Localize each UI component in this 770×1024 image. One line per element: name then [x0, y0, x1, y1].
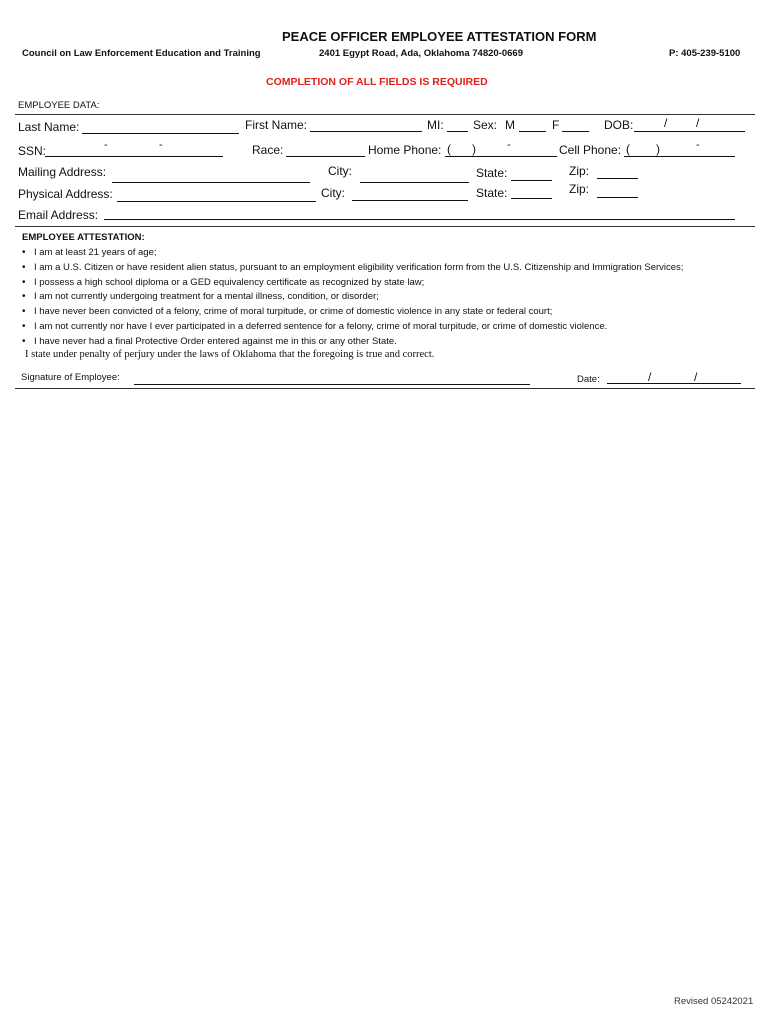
cell-phone-label: Cell Phone: — [559, 143, 622, 157]
home-phone-dash: - — [507, 139, 511, 151]
employee-data-heading: EMPLOYEE DATA: — [18, 100, 100, 111]
cell-phone-dash: - — [696, 139, 700, 151]
physical-zip-label: Zip: — [569, 182, 590, 196]
first-name-label: First Name: — [245, 118, 308, 132]
cell-phone-field[interactable] — [624, 156, 735, 157]
last-name-label: Last Name: — [18, 120, 80, 134]
physical-state-field[interactable] — [511, 198, 552, 199]
dob-slash-1: / — [664, 116, 668, 130]
cell-phone-paren-close: ) — [656, 142, 660, 156]
mailing-city-label: City: — [328, 164, 352, 178]
divider — [15, 388, 755, 389]
ssn-label: SSN: — [18, 144, 47, 158]
attestation-item: • I possess a high school diploma or a GED equivalency certificate as recognized by state law; — [22, 276, 683, 291]
physical-city-label: City: — [321, 186, 345, 200]
attestation-item: • I am not currently nor have I ever participated in a deferred sentence for a felony, crime of moral turpitude, or crime of domestic violence. — [22, 320, 683, 335]
sex-m-field[interactable] — [519, 131, 546, 132]
mailing-zip-label: Zip: — [569, 164, 590, 178]
dob-slash-2: / — [696, 116, 700, 130]
divider — [15, 114, 755, 115]
home-phone-paren-open: ( — [447, 142, 451, 156]
signature-label: Signature of Employee: — [21, 372, 120, 383]
form-title: PEACE OFFICER EMPLOYEE ATTESTATION FORM — [282, 29, 597, 44]
race-label: Race: — [252, 143, 284, 157]
mailing-city-field[interactable] — [360, 182, 469, 183]
date-slash-2: / — [694, 370, 698, 384]
divider — [15, 226, 755, 227]
home-phone-field[interactable] — [445, 156, 557, 157]
organization-address: 2401 Egypt Road, Ada, Oklahoma 74820-0669 — [319, 48, 523, 59]
mailing-address-label: Mailing Address: — [18, 165, 107, 179]
home-phone-label: Home Phone: — [368, 143, 442, 157]
organization-phone: P: 405-239-5100 — [669, 48, 741, 59]
sex-m-label: M — [505, 118, 515, 132]
sex-f-field[interactable] — [562, 131, 589, 132]
ssn-dash-1: - — [104, 139, 108, 151]
ssn-dash-2: - — [159, 139, 163, 151]
physical-state-label: State: — [476, 186, 508, 200]
date-label: Date: — [577, 374, 600, 385]
email-label: Email Address: — [18, 208, 99, 222]
date-slash-1: / — [648, 370, 652, 384]
perjury-statement: I state under penalty of perjury under the laws of Oklahoma that the foregoing is true and correct. — [25, 349, 435, 360]
required-notice: COMPLETION OF ALL FIELDS IS REQUIRED — [266, 76, 488, 88]
first-name-field[interactable] — [310, 131, 422, 132]
attestation-item: • I am at least 21 years of age; — [22, 246, 683, 261]
signature-field[interactable] — [134, 384, 530, 385]
dob-field[interactable] — [634, 131, 745, 132]
ssn-field[interactable] — [45, 156, 223, 157]
mailing-zip-field[interactable] — [597, 178, 638, 179]
date-field[interactable] — [607, 383, 741, 384]
home-phone-paren-close: ) — [472, 142, 476, 156]
organization-name: Council on Law Enforcement Education and Training — [22, 48, 261, 59]
mailing-address-field[interactable] — [112, 182, 310, 183]
attestation-item: • I am not currently undergoing treatment for a mental illness, condition, or disorder; — [22, 290, 683, 305]
dob-label: DOB: — [604, 118, 634, 132]
mi-field[interactable] — [447, 131, 468, 132]
mailing-state-label: State: — [476, 166, 508, 180]
sex-label: Sex: — [473, 118, 498, 132]
last-name-field[interactable] — [82, 133, 239, 134]
sex-f-label: F — [552, 118, 560, 132]
physical-address-label: Physical Address: — [18, 187, 113, 201]
email-field[interactable] — [104, 219, 735, 220]
attestation-list — [22, 246, 683, 350]
revision-note: Revised 05242021 — [674, 996, 754, 1007]
race-field[interactable] — [286, 156, 365, 157]
cell-phone-paren-open: ( — [626, 142, 630, 156]
attestation-item: • I have never been convicted of a felony, crime of moral turpitude, or crime of domestic violence in any state or federal court; — [22, 305, 683, 320]
attestation-item: • I am a U.S. Citizen or have resident alien status, pursuant to an employment eligibility verification form from the U.S. Citizenship and Immigration Services; — [22, 261, 683, 276]
mi-label: MI: — [427, 118, 444, 132]
attestation-item: • I have never had a final Protective Order entered against me in this or any other State. — [22, 335, 683, 350]
attestation-heading: EMPLOYEE ATTESTATION: — [22, 232, 145, 243]
mailing-state-field[interactable] — [511, 180, 552, 181]
physical-city-field[interactable] — [352, 200, 468, 201]
physical-address-field[interactable] — [117, 201, 316, 202]
physical-zip-field[interactable] — [597, 197, 638, 198]
